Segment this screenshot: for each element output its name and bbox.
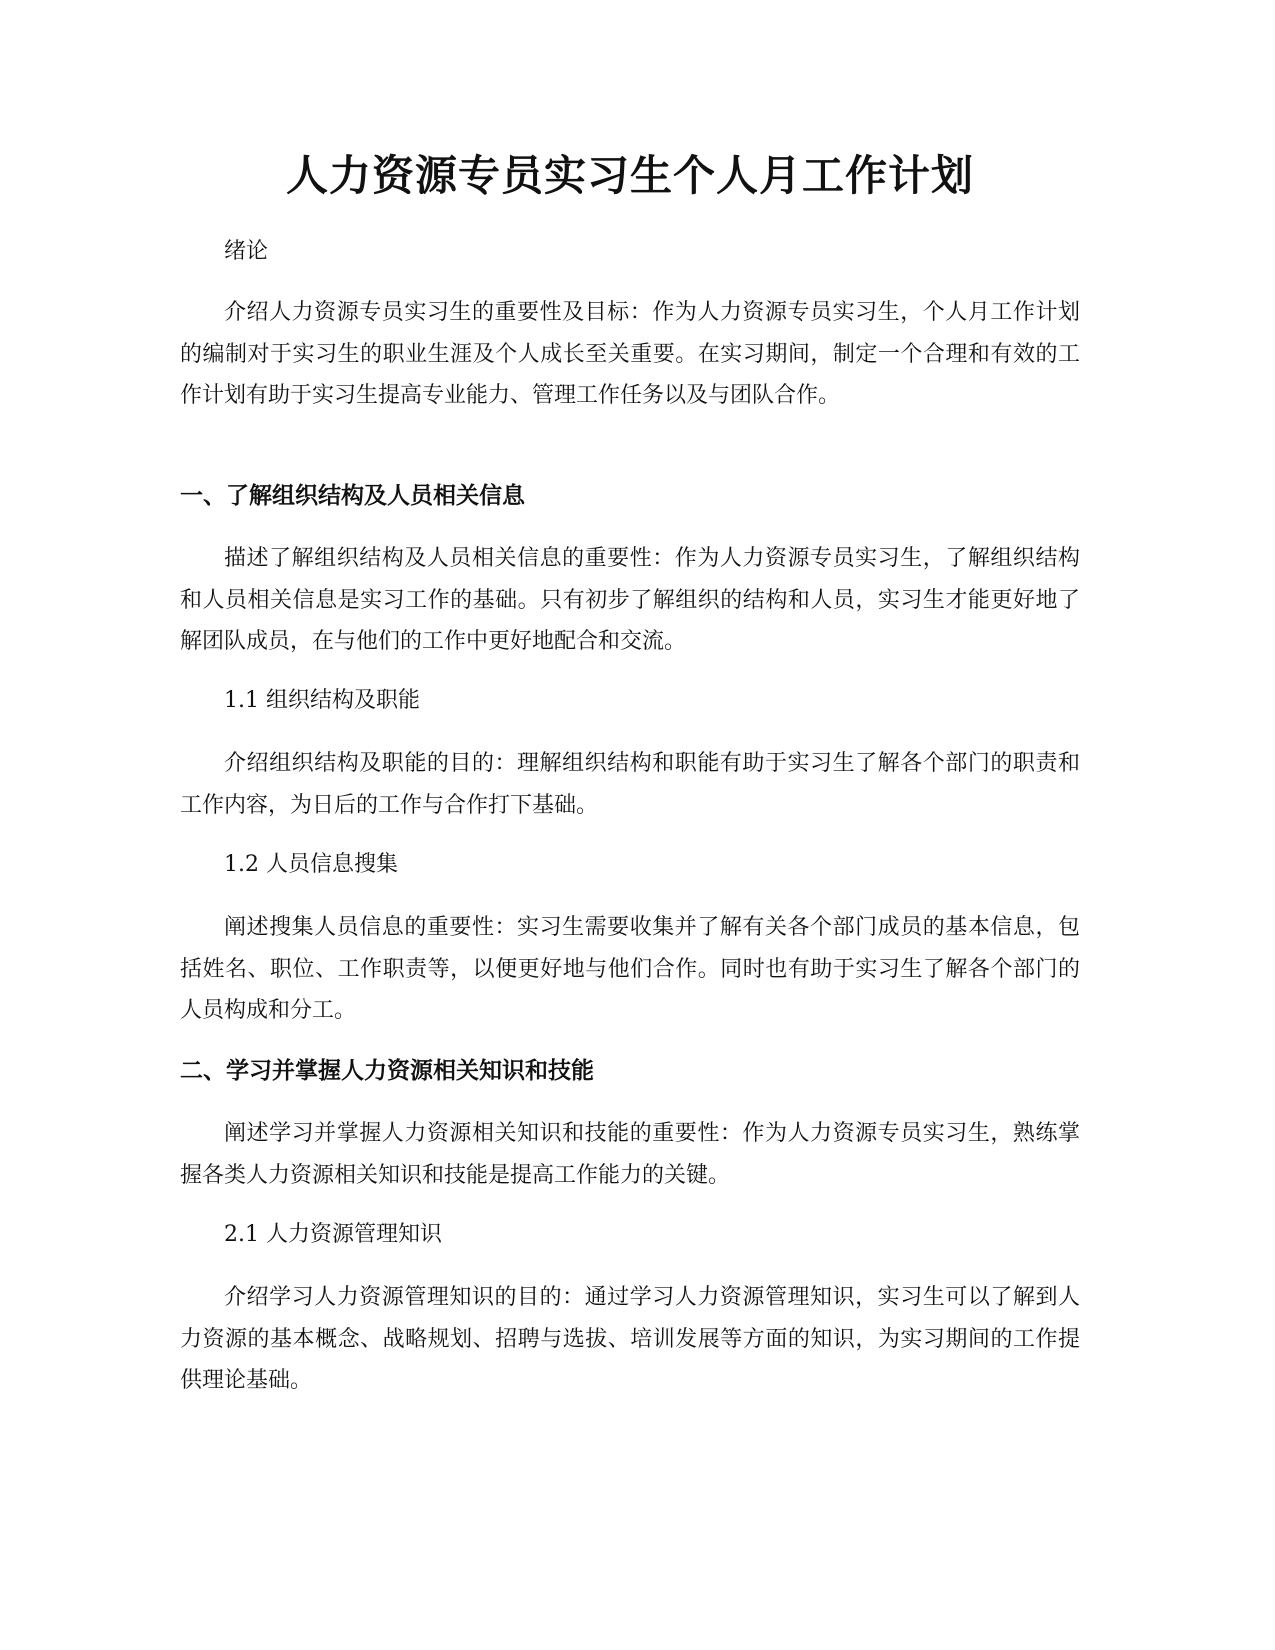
- subsection-2-1-title: 2.1 人力资源管理知识: [224, 1222, 442, 1247]
- intro-paragraph: 介绍人力资源专员实习生的重要性及目标：作为人力资源专员实习生，个人月工作计划的编制对于实习生的职业生涯及个人成长至关重要。在实习期间，制定一个合理和有效的工作计划有助于实习生提高专业能力、管理工作任务以及与团队合作。: [180, 300, 1080, 408]
- subsection-1-2-paragraph: 阐述搜集人员信息的重要性：实习生需要收集并了解有关各个部门成员的基本信息，包括姓名、职位、工作职责等，以便更好地与他们合作。同时也有助于实习生了解各个部门的人员构成和分工。: [180, 915, 1080, 1023]
- document-title: 人力资源专员实习生个人月工作计划: [285, 151, 974, 200]
- subsection-1-1-title: 1.1 组织结构及职能: [224, 688, 420, 713]
- intro-label: 绪论: [224, 239, 269, 264]
- section-2-paragraph: 阐述学习并掌握人力资源相关知识和技能的重要性：作为人力资源专员实习生，熟练掌握各类人力资源相关知识和技能是提高工作能力的关键。: [180, 1121, 1080, 1188]
- subsection-1-1-paragraph: 介绍组织结构及职能的目的：理解组织结构和职能有助于实习生了解各个部门的职责和工作内容，为日后的工作与合作打下基础。: [180, 751, 1080, 818]
- subsection-2-1-paragraph: 介绍学习人力资源管理知识的目的：通过学习人力资源管理知识，实习生可以了解到人力资源的基本概念、战略规划、招聘与选拔、培训发展等方面的知识，为实习期间的工作提供理论基础。: [180, 1285, 1080, 1393]
- subsection-1-2-title: 1.2 人员信息搜集: [224, 852, 398, 877]
- section-2-heading: 二、学习并掌握人力资源相关知识和技能: [180, 1058, 594, 1084]
- section-1-paragraph: 描述了解组织结构及人员相关信息的重要性：作为人力资源专员实习生，了解组织结构和人员相关信息是实习工作的基础。只有初步了解组织的结构和人员，实习生才能更好地了解团队成员，在与他们的工作中更好地配合和交流。: [180, 546, 1080, 654]
- section-1-heading: 一、了解组织结构及人员相关信息: [180, 483, 525, 509]
